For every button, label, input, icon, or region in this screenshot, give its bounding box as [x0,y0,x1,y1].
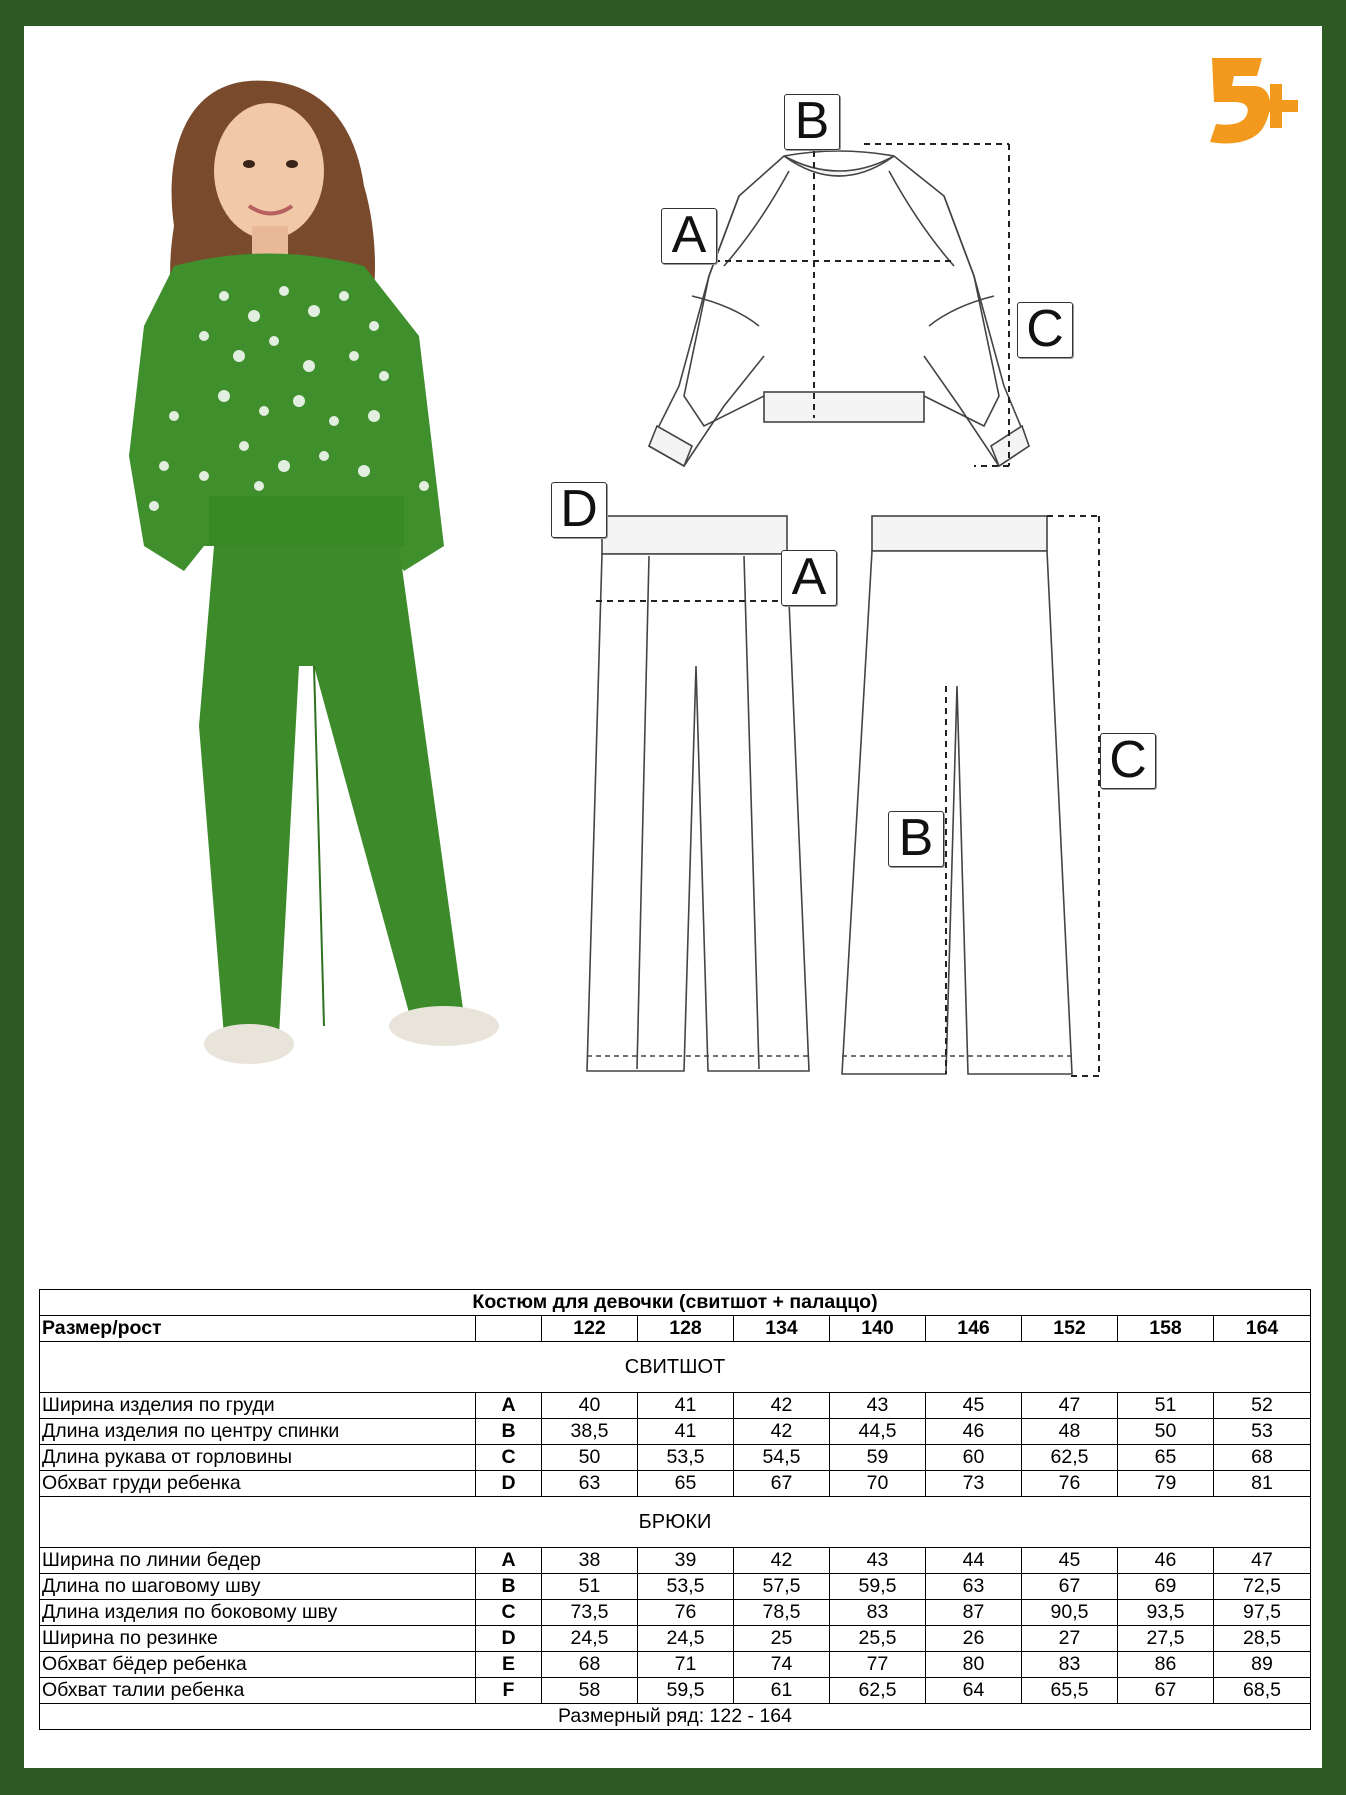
measurement-value: 50 [1118,1419,1214,1445]
measurement-label: Длина изделия по центру спинки [40,1419,476,1445]
measurement-value: 24,5 [638,1626,734,1652]
measurement-label: Ширина по линии бедер [40,1548,476,1574]
measurement-label: Обхват талии ребенка [40,1678,476,1704]
callout-sweater-a: A [661,208,717,264]
measurement-value: 47 [1022,1393,1118,1419]
measurement-code: E [476,1652,542,1678]
table-row [40,1600,1311,1626]
measurement-value: 52 [1214,1393,1311,1419]
pants-front-drawing [587,516,809,1071]
measurement-code: D [476,1471,542,1497]
brand-logo-icon [1192,38,1317,163]
table-row [40,1626,1311,1652]
measurement-value: 41 [638,1419,734,1445]
measurement-value: 65 [638,1471,734,1497]
measurement-value: 39 [638,1548,734,1574]
sweatshirt-drawing [649,151,1029,466]
measurement-label: Обхват бёдер ребенка [40,1652,476,1678]
measurement-value: 93,5 [1118,1600,1214,1626]
measurement-value: 53,5 [638,1574,734,1600]
measurement-code: C [476,1445,542,1471]
measurement-value: 97,5 [1214,1600,1311,1626]
table-header-row [40,1316,1311,1342]
measurement-value: 80 [926,1652,1022,1678]
section-title: БРЮКИ [40,1497,1311,1548]
measurement-value: 45 [1022,1548,1118,1574]
measurement-value: 76 [1022,1471,1118,1497]
header-blank [476,1316,542,1342]
measurement-value: 68,5 [1214,1678,1311,1704]
measurement-value: 73,5 [542,1600,638,1626]
measurement-value: 68 [1214,1445,1311,1471]
measurement-value: 67 [734,1471,830,1497]
measurement-value: 79 [1118,1471,1214,1497]
measurement-value: 43 [830,1548,926,1574]
measurement-value: 69 [1118,1574,1214,1600]
measurement-value: 73 [926,1471,1022,1497]
section-title: СВИТШОТ [40,1342,1311,1393]
table-row [40,1393,1311,1419]
measurement-value: 90,5 [1022,1600,1118,1626]
size-label: Размер/рост [40,1316,476,1342]
measurement-value: 81 [1214,1471,1311,1497]
section-row [40,1497,1311,1548]
measurement-value: 42 [734,1548,830,1574]
table-footer-row [40,1704,1311,1730]
measurement-value: 24,5 [542,1626,638,1652]
size-header: 164 [1214,1316,1311,1342]
measurement-code: D [476,1626,542,1652]
callout-pants-b: B [888,811,944,867]
size-range: Размерный ряд: 122 - 164 [40,1704,1311,1730]
measurement-value: 77 [830,1652,926,1678]
measurement-value: 59,5 [830,1574,926,1600]
measurement-value: 25 [734,1626,830,1652]
measurement-value: 53 [1214,1419,1311,1445]
measurement-value: 50 [542,1445,638,1471]
measurement-value: 83 [830,1600,926,1626]
measurement-label: Длина по шаговому шву [40,1574,476,1600]
measurement-value: 78,5 [734,1600,830,1626]
measurement-value: 64 [926,1678,1022,1704]
measurement-value: 46 [1118,1548,1214,1574]
measurement-value: 54,5 [734,1445,830,1471]
measurement-value: 46 [926,1419,1022,1445]
measurement-value: 67 [1022,1574,1118,1600]
measurement-value: 62,5 [1022,1445,1118,1471]
pants-back-drawing [842,516,1072,1074]
size-header: 140 [830,1316,926,1342]
measurement-label: Ширина по резинке [40,1626,476,1652]
measurement-value: 76 [638,1600,734,1626]
measurement-value: 42 [734,1393,830,1419]
measurement-code: B [476,1419,542,1445]
measurement-value: 38,5 [542,1419,638,1445]
measurement-value: 68 [542,1652,638,1678]
measurement-value: 25,5 [830,1626,926,1652]
measurement-value: 89 [1214,1652,1311,1678]
measurement-value: 63 [926,1574,1022,1600]
measurement-code: A [476,1548,542,1574]
table-title-row [40,1290,1311,1316]
measurement-value: 38 [542,1548,638,1574]
measurement-value: 87 [926,1600,1022,1626]
measurement-value: 61 [734,1678,830,1704]
measurement-value: 40 [542,1393,638,1419]
measurement-label: Ширина изделия по груди [40,1393,476,1419]
measurement-code: F [476,1678,542,1704]
measurement-value: 65 [1118,1445,1214,1471]
measurement-value: 67 [1118,1678,1214,1704]
table-row [40,1471,1311,1497]
measurement-code: C [476,1600,542,1626]
measurement-value: 44,5 [830,1419,926,1445]
size-chart-card [24,26,1322,1768]
measurement-value: 45 [926,1393,1022,1419]
measurement-value: 51 [1118,1393,1214,1419]
measurement-value: 74 [734,1652,830,1678]
measurement-code: B [476,1574,542,1600]
section-row [40,1342,1311,1393]
table-row [40,1548,1311,1574]
measurement-label: Длина изделия по боковому шву [40,1600,476,1626]
measurement-value: 58 [542,1678,638,1704]
measurement-value: 57,5 [734,1574,830,1600]
measurement-value: 26 [926,1626,1022,1652]
size-header: 146 [926,1316,1022,1342]
measurement-code: A [476,1393,542,1419]
measurement-value: 60 [926,1445,1022,1471]
table-row [40,1678,1311,1704]
measurement-value: 27 [1022,1626,1118,1652]
measurement-value: 71 [638,1652,734,1678]
callout-pants-c: C [1100,733,1156,789]
size-table [39,1289,1311,1730]
measurement-label: Обхват груди ребенка [40,1471,476,1497]
table-row [40,1574,1311,1600]
table-row [40,1652,1311,1678]
measurement-value: 41 [638,1393,734,1419]
table-row [40,1419,1311,1445]
measurement-value: 86 [1118,1652,1214,1678]
measurement-value: 48 [1022,1419,1118,1445]
measurement-label: Длина рукава от горловины [40,1445,476,1471]
model-photo [129,81,499,1064]
measurement-value: 42 [734,1419,830,1445]
table-title: Костюм для девочки (свитшот + палаццо) [40,1290,1311,1316]
size-header: 128 [638,1316,734,1342]
measurement-value: 62,5 [830,1678,926,1704]
measurement-value: 51 [542,1574,638,1600]
measurement-value: 83 [1022,1652,1118,1678]
measurement-value: 47 [1214,1548,1311,1574]
callout-pants-d: D [551,482,607,538]
callout-sweater-b: B [784,94,840,150]
measurement-value: 59,5 [638,1678,734,1704]
measurement-value: 53,5 [638,1445,734,1471]
measurement-value: 63 [542,1471,638,1497]
size-header: 122 [542,1316,638,1342]
measurement-value: 72,5 [1214,1574,1311,1600]
measurement-value: 27,5 [1118,1626,1214,1652]
measurement-value: 44 [926,1548,1022,1574]
callout-sweater-c: C [1017,302,1073,358]
size-header: 134 [734,1316,830,1342]
measurement-value: 28,5 [1214,1626,1311,1652]
size-header: 158 [1118,1316,1214,1342]
callout-pants-a: A [781,550,837,606]
measurement-value: 65,5 [1022,1678,1118,1704]
measurement-value: 70 [830,1471,926,1497]
size-header: 152 [1022,1316,1118,1342]
table-row [40,1445,1311,1471]
measurement-value: 59 [830,1445,926,1471]
measurement-value: 43 [830,1393,926,1419]
